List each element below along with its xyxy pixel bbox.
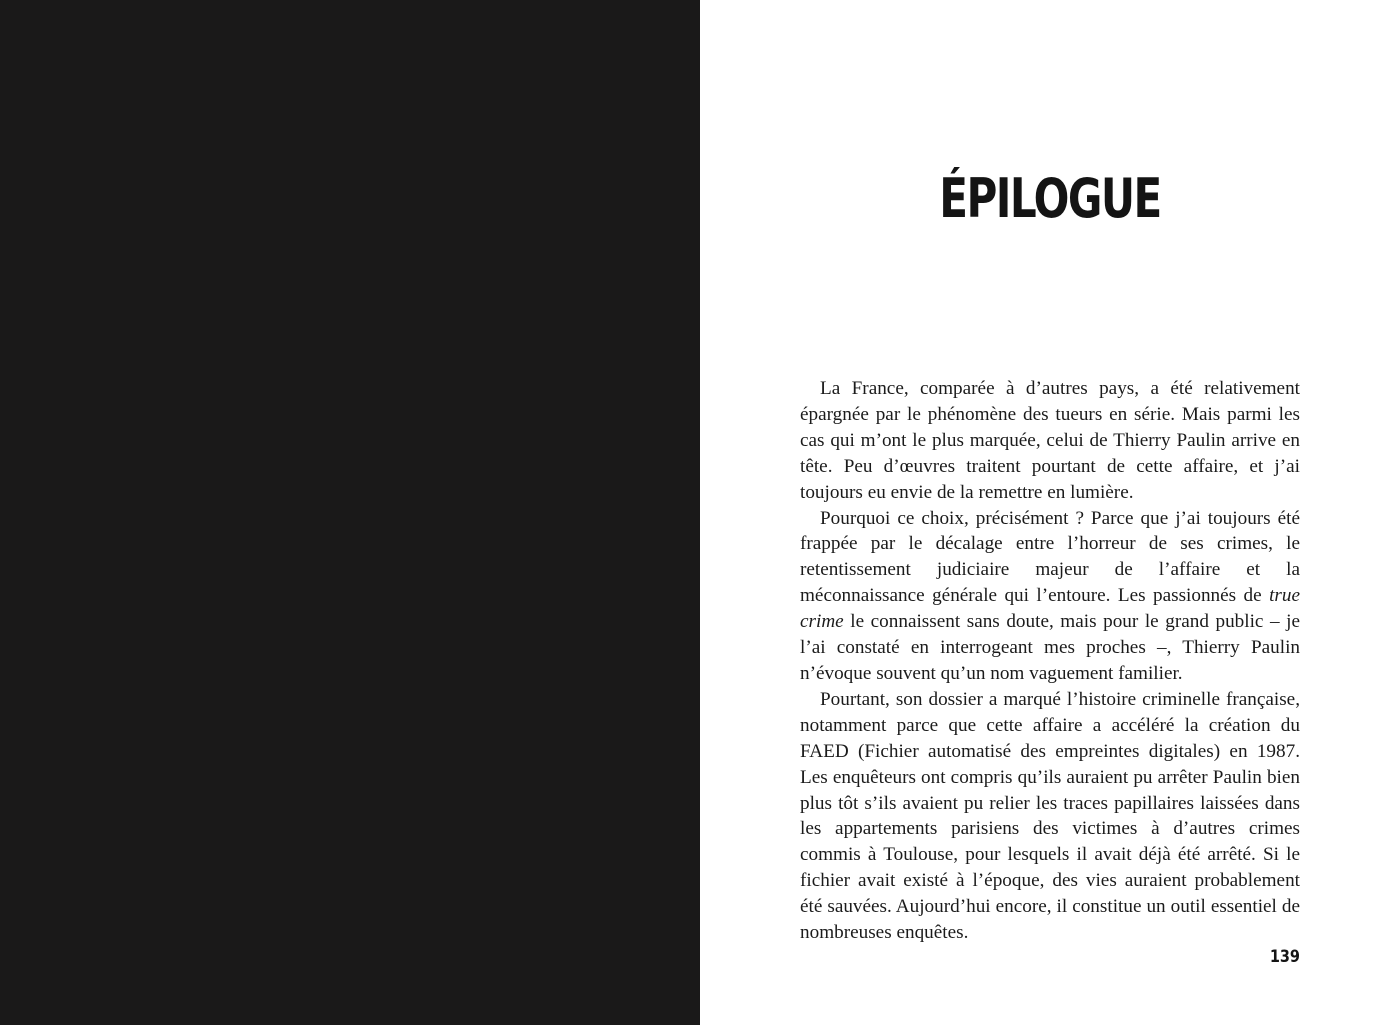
body-text: [800, 376, 1300, 946]
paragraph: [800, 376, 1300, 506]
chapter-title: ÉPILOGUE: [939, 167, 1161, 230]
text-run: Pourtant, son dossier a marqué l’histoire criminelle française, notamment parce que cette affaire a accéléré la création du FAED (Fichier automatisé des empreintes digitales) en 1987. Les enquêteurs ont compris qu’ils auraient pu arrêter Paulin bien plus tôt s’ils avaient pu relier les traces papillaires laissées dans les appartements parisiens des victimes à d’autres crimes commis à Toulouse, pour lesquels il avait déjà été arrêté. Si le fichier avait existé à l’époque, des vies auraient probablement été sauvées. Aujourd’hui encore, il constitue un outil essentiel de nombreuses enquêtes.: [800, 688, 1300, 944]
text-run: le connaissent sans doute, mais pour le grand public – je l’ai constaté en interrogeant mes proches –, Thierry Paulin n’évoque souvent qu’un nom vaguement familier.: [800, 611, 1300, 684]
text-run: La France, comparée à d’autres pays, a été relativement épargnée par le phénomène des tueurs en série. Mais parmi les cas qui m’ont le plus marquée, celui de Thierry Paulin arrive en tête. Peu d’œuvres traitent pourtant de cette affaire, et j’ai toujours eu envie de la remettre en lumière.: [800, 378, 1300, 503]
page-number: 139: [1269, 947, 1300, 967]
paragraph: [800, 506, 1300, 687]
italic-text-run: true crime: [800, 585, 1300, 633]
paragraph: [800, 687, 1300, 946]
right-page: [700, 0, 1400, 1025]
text-run: Pourquoi ce choix, précisément ? Parce que j’ai toujours été frappée par le décalage entre l’horreur de ses crimes, le retentissement judiciaire majeur de l’affaire et la méconnaissance générale qui l’entoure. Les passionnés de: [800, 507, 1300, 607]
